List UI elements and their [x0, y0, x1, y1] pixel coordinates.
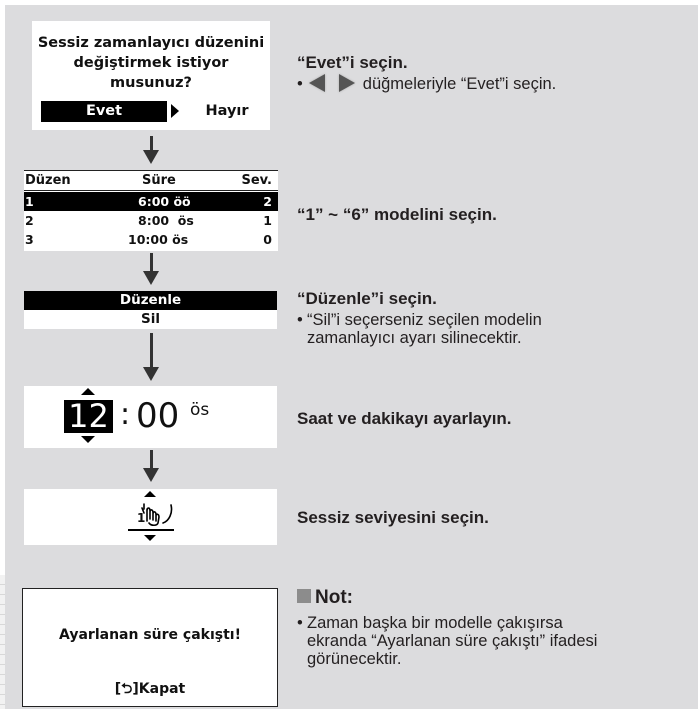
bullet: •	[297, 75, 303, 93]
step1-bullet-text: düğmeleriyle “Evet”i seçin.	[362, 75, 557, 93]
step4-instructions	[297, 409, 512, 429]
ampm-field[interactable]: ös	[190, 400, 210, 420]
menu-item-delete[interactable]: Sil	[141, 311, 160, 327]
down-arrow-icon	[143, 136, 159, 166]
note-line-3: görünecektir.	[307, 650, 402, 668]
header-level: Sev.	[241, 173, 272, 188]
down-arrow-icon	[143, 333, 159, 383]
row-level: 1	[263, 213, 272, 228]
confirm-screen	[32, 21, 270, 130]
row-time: 10:00 ös	[128, 232, 189, 247]
level-underline	[128, 529, 174, 531]
step2-instructions	[297, 205, 497, 225]
time-separator: :	[120, 397, 131, 432]
down-arrow-icon	[143, 253, 159, 287]
bullet: •	[297, 614, 303, 632]
silent-hand-icon	[141, 499, 175, 529]
time-setting-screen	[24, 386, 277, 448]
question-line-2: değiştirmek istiyor musunuz?	[73, 55, 229, 91]
row-level: 2	[263, 194, 272, 209]
alert-close-button[interactable]: [⮌]Kapat	[114, 681, 186, 697]
step5-instructions	[297, 508, 489, 528]
yes-option[interactable]: Evet	[41, 101, 167, 122]
silent-level-screen	[24, 489, 277, 545]
table-header	[24, 171, 278, 191]
row-time: 8:00 ös	[138, 213, 194, 228]
bullet: •	[297, 311, 303, 329]
step3-instructions	[297, 289, 542, 347]
table-row[interactable]	[24, 230, 278, 249]
level-up-icon[interactable]	[144, 491, 156, 497]
table-row[interactable]	[24, 192, 278, 211]
header-pattern: Düzen	[25, 173, 71, 188]
hour-up-icon[interactable]	[81, 388, 95, 395]
conflict-alert-screen	[22, 588, 278, 707]
alert-message: Ayarlanan süre çakıştı!	[59, 627, 241, 643]
no-option[interactable]: Hayır	[205, 103, 249, 119]
note-line-1: Zaman başka bir modelle çakışırsa	[307, 614, 563, 632]
level-value: 1	[137, 511, 146, 525]
hour-down-icon[interactable]	[81, 436, 95, 443]
row-pattern: 3	[25, 232, 34, 247]
close-label: Kapat	[138, 681, 186, 697]
edit-delete-menu	[24, 291, 277, 329]
confirm-question	[32, 33, 270, 93]
row-time: 6:00 öö	[138, 194, 191, 209]
right-cursor-icon	[171, 104, 179, 118]
minute-field[interactable]: 00	[136, 396, 180, 436]
row-level: 0	[263, 232, 272, 247]
left-button-icon	[309, 74, 325, 92]
return-icon: ⮌	[121, 681, 133, 697]
right-button-icon	[339, 74, 355, 92]
step3-heading: “Düzenle”i seçin.	[297, 289, 437, 308]
note-line-2: ekranda “Ayarlanan süre çakıştı” ifadesi	[307, 632, 598, 650]
note-heading: Not:	[315, 587, 353, 608]
row-pattern: 1	[25, 194, 34, 209]
step5-heading: Sessiz seviyesini seçin.	[297, 508, 489, 527]
note-square-icon	[297, 589, 311, 603]
down-arrow-icon	[143, 450, 159, 484]
level-down-icon[interactable]	[144, 535, 156, 541]
step4-heading: Saat ve dakikayı ayarlayın.	[297, 409, 512, 428]
table-row[interactable]	[24, 211, 278, 230]
step1-heading: “Evet”i seçin.	[297, 53, 408, 72]
step3-bullet-line-2: zamanlayıcı ayarı silinecektir.	[307, 329, 522, 347]
note-section	[297, 588, 597, 668]
step3-bullet-line-1: “Sil”i seçerseniz seçilen modelin	[307, 311, 542, 329]
row-pattern: 2	[25, 213, 34, 228]
timer-pattern-table	[24, 170, 278, 251]
step1-instructions	[297, 53, 556, 93]
header-time: Süre	[142, 173, 176, 188]
step2-heading: “1” ~ “6” modelini seçin.	[297, 205, 497, 224]
menu-item-edit[interactable]: Düzenle	[24, 291, 277, 310]
hour-field[interactable]: 12	[64, 400, 113, 433]
page-edge-stripe	[0, 575, 5, 709]
question-line-1: Sessiz zamanlayıcı düzenini	[37, 35, 265, 51]
